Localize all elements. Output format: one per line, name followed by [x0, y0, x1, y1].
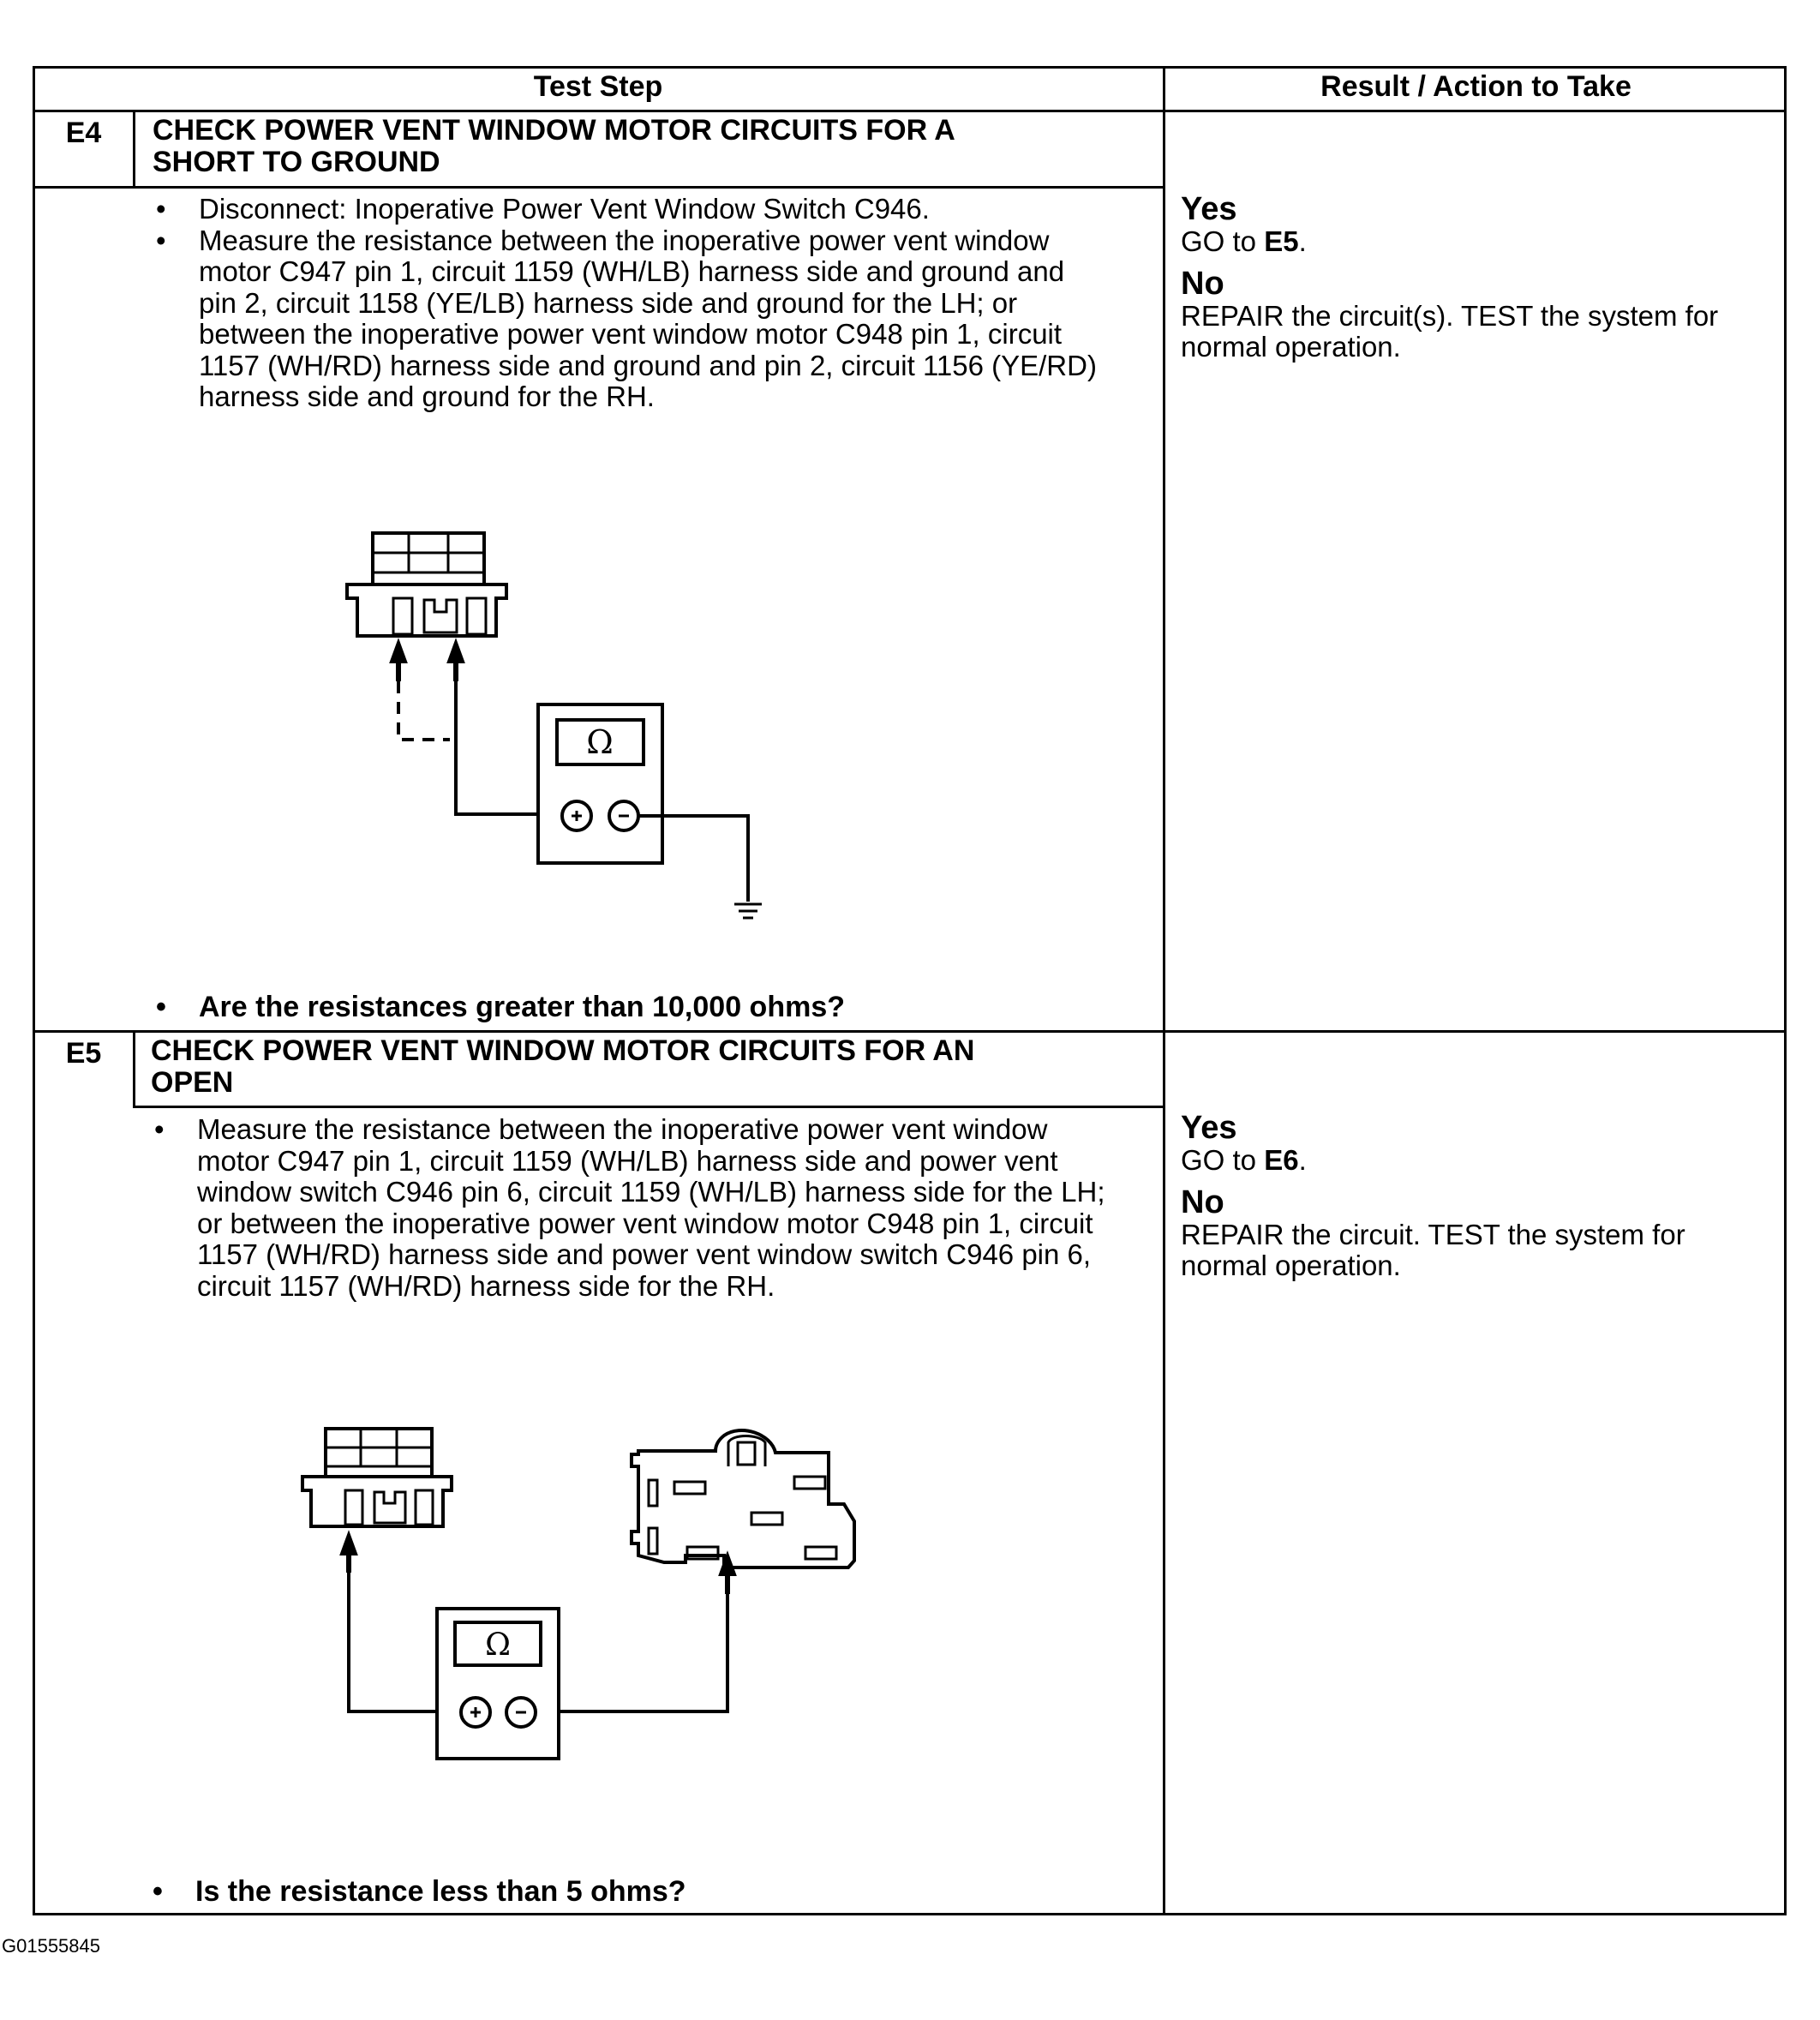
result-yes-label: Yes: [1181, 1110, 1237, 1146]
meter-ohm-symbol: Ω: [485, 1627, 511, 1663]
result-yes-action: [1181, 226, 1772, 258]
test-lead-positive: [349, 1573, 450, 1711]
result-yes-prefix: GO to: [1181, 225, 1265, 257]
step-instructions-e4: [151, 194, 1102, 413]
step-id-e5: E5: [65, 1037, 102, 1070]
result-yes-suffix: .: [1298, 225, 1307, 257]
step-question-e5: • Is the resistance less than 5 ohms?: [147, 1875, 1181, 1909]
e4-id-divider: [133, 110, 135, 187]
e5-id-divider: [133, 1030, 135, 1107]
e5-title-divider: [133, 1106, 1164, 1108]
motor-connector-c947-icon: [347, 533, 506, 636]
result-yes-suffix: .: [1298, 1144, 1307, 1176]
result-no-label: No: [1181, 1184, 1224, 1220]
header-test-step: Test Step: [533, 70, 663, 103]
result-no-action: REPAIR the circuit(s). TEST the system for normal operation.: [1181, 299, 1719, 363]
result-no-label: No: [1181, 265, 1224, 302]
result-e4: [1181, 192, 1772, 363]
motor-connector-c947-icon: [302, 1429, 452, 1526]
header-result-action: Result / Action to Take: [1320, 70, 1631, 103]
step-title-e4-line1: CHECK POWER VENT WINDOW MOTOR CIRCUITS FOR A: [153, 114, 955, 147]
result-e5: [1181, 1111, 1772, 1282]
goto-target-e5[interactable]: E5: [1264, 225, 1299, 257]
meter-ohm-symbol: Ω: [586, 723, 614, 761]
switch-connector-c946-icon: [632, 1430, 854, 1567]
step-id-e4: E4: [65, 117, 102, 149]
alternate-lead-dashed: [398, 681, 450, 740]
result-yes-prefix: GO to: [1181, 1144, 1265, 1176]
step-title-e5-line2: OPEN: [151, 1066, 234, 1099]
figure-id: G01555845: [2, 1935, 100, 1957]
probe-icon: [392, 643, 463, 681]
e4-title-divider: [33, 186, 1164, 189]
result-yes-action: [1181, 1145, 1772, 1177]
e5-measurement-diagram: [296, 1418, 878, 1761]
step-title-e5-line1: CHECK POWER VENT WINDOW MOTOR CIRCUITS FOR AN: [151, 1034, 975, 1067]
step-question-e4: • Are the resistances greater than 10,000 ohms?: [151, 991, 1184, 1024]
result-no-action: REPAIR the circuit. TEST the system for normal operation.: [1181, 1218, 1685, 1281]
step-title-e4-line2: SHORT TO GROUND: [153, 146, 440, 178]
goto-target-e6[interactable]: E6: [1264, 1144, 1299, 1176]
result-yes-label: Yes: [1181, 191, 1237, 227]
instruction-item: • Disconnect: Inoperative Power Vent Window Switch C946.: [151, 194, 1102, 225]
e4-measurement-diagram: [338, 523, 784, 934]
step-instructions-e5: [149, 1114, 1117, 1302]
header-divider: [33, 110, 1787, 112]
step-title-e5: [151, 1035, 1153, 1099]
instruction-item: • Measure the resistance between the inoperative power vent window motor C947 pin 1, circuit 1159 (WH/LB) harness side and power vent window switch C946 pin 6, circuit 1159 (WH/LB) harness side for the LH; or between the inoperative power vent window motor C948 pin 1, circuit 1157 (WH/RD) harness side and power vent window switch C946 pin 6, circuit 1157 (WH/RD) harness side for the RH.: [149, 1114, 1117, 1302]
step-divider: [33, 1030, 1787, 1033]
ground-icon: [734, 904, 762, 918]
step-title-e4: [153, 115, 1155, 178]
instruction-item: • Measure the resistance between the inoperative power vent window motor C947 pin 1, circuit 1159 (WH/LB) harness side and ground and pin 2, circuit 1158 (YE/LB) harness side and ground for the LH; or between the inoperative power vent window motor C948 pin 1, circuit 1157 (WH/RD) harness side and ground and pin 2, circuit 1156 (YE/RD) harness side and ground for the RH.: [151, 225, 1102, 413]
